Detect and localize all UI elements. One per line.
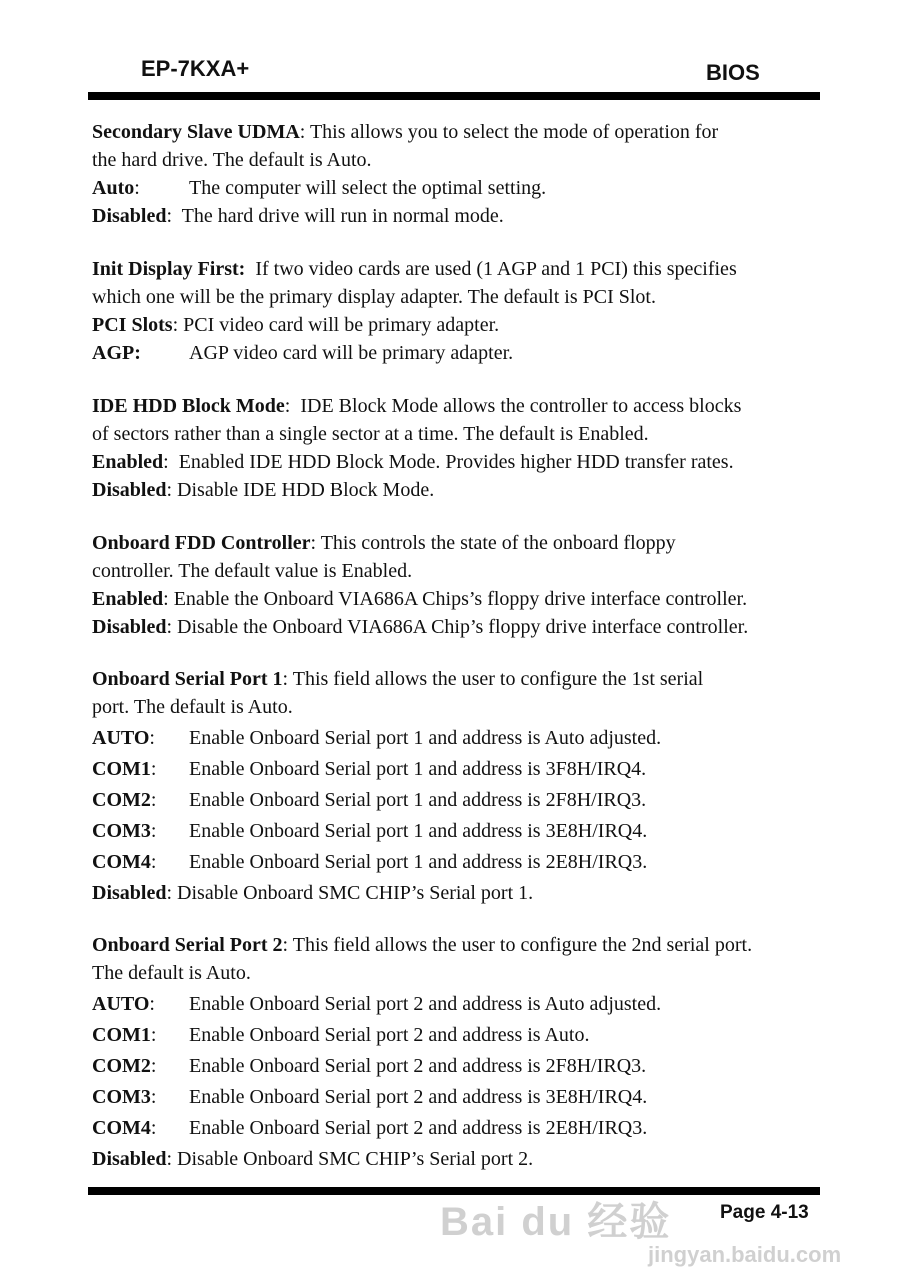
- option-term: [92, 205, 182, 227]
- option-term: [92, 850, 189, 874]
- term-separator: :: [150, 758, 157, 780]
- option-term: [92, 314, 183, 336]
- term-separator: :: [163, 451, 179, 473]
- description: the hard drive. The default is Auto.: [92, 149, 372, 171]
- term-separator: :: [163, 588, 174, 610]
- term-label: Init Display First:: [92, 258, 246, 280]
- text-line: [92, 726, 661, 750]
- description: Enable Onboard Serial port 2 and address is 2F8H/IRQ3.: [189, 1055, 647, 1077]
- term-label: Disabled: [92, 1148, 167, 1170]
- term-separator: :: [299, 121, 310, 143]
- term-separator: :: [166, 882, 178, 904]
- option-term: [92, 668, 293, 690]
- term-separator: :: [149, 727, 155, 749]
- term-label: COM3: [92, 820, 151, 842]
- term-label: COM4: [92, 1117, 151, 1139]
- option-term: [92, 992, 189, 1016]
- description: Disable Onboard SMC CHIP’s Serial port 2.: [177, 1148, 534, 1170]
- description: AGP video card will be primary adapter.: [189, 342, 514, 364]
- option-term: [92, 395, 300, 417]
- option-term: [92, 757, 189, 781]
- term-label: COM2: [92, 1055, 151, 1077]
- text-line: [92, 204, 504, 228]
- description: The computer will select the optimal setting.: [189, 177, 547, 199]
- text-line: [92, 881, 533, 905]
- text-line: [92, 478, 434, 502]
- text-line: [92, 992, 661, 1016]
- term-separator: :: [172, 314, 184, 336]
- description: This allows you to select the mode of operation for: [309, 121, 719, 143]
- term-separator: :: [166, 479, 178, 501]
- term-label: AGP:: [92, 342, 141, 364]
- term-separator: :: [310, 532, 321, 554]
- text-line: [92, 615, 748, 639]
- description: Disable Onboard SMC CHIP’s Serial port 1.: [177, 882, 534, 904]
- option-term: [92, 176, 189, 200]
- option-term: [92, 1023, 189, 1047]
- text-line: [92, 120, 718, 144]
- term-separator: :: [166, 1148, 178, 1170]
- watermark-url: jingyan.baidu.com: [648, 1242, 842, 1267]
- term-separator: :: [282, 668, 293, 690]
- term-label: Disabled: [92, 479, 167, 501]
- description: This field allows the user to configure the 1st serial: [292, 668, 704, 690]
- term-label: Onboard Serial Port 2: [92, 934, 283, 956]
- term-label: Enabled: [92, 588, 164, 610]
- description: Enable Onboard Serial port 1 and address is 3F8H/IRQ4.: [189, 758, 647, 780]
- header-rule: [88, 92, 820, 100]
- text-line: [92, 695, 293, 719]
- term-separator: :: [166, 616, 178, 638]
- term-label: Onboard Serial Port 1: [92, 668, 283, 690]
- term-label: Secondary Slave UDMA: [92, 121, 300, 143]
- term-label: Enabled: [92, 451, 164, 473]
- watermark-logo: Bai du 经验: [440, 1200, 672, 1244]
- term-separator: :: [134, 177, 140, 199]
- description: This controls the state of the onboard floppy: [320, 532, 676, 554]
- option-term: [92, 121, 310, 143]
- term-separator: :: [150, 1024, 157, 1046]
- option-term: [92, 479, 177, 501]
- option-term: [92, 341, 189, 365]
- description: which one will be the primary display adapter. The default is PCI Slot.: [92, 286, 656, 308]
- option-term: [92, 819, 189, 843]
- description: port. The default is Auto.: [92, 696, 293, 718]
- option-term: [92, 616, 177, 638]
- description: Enable Onboard Serial port 1 and address is 2F8H/IRQ3.: [189, 789, 647, 811]
- option-term: [92, 934, 293, 956]
- term-label: Auto: [92, 177, 135, 199]
- description: Enable Onboard Serial port 2 and address is Auto adjusted.: [189, 993, 662, 1015]
- option-term: [92, 882, 177, 904]
- term-label: COM2: [92, 789, 151, 811]
- page-number: Page 4-13: [720, 1202, 809, 1223]
- header-model: EP-7KXA+: [141, 56, 250, 81]
- description: Enable Onboard Serial port 2 and address is Auto.: [189, 1024, 590, 1046]
- footer-rule: [88, 1187, 820, 1195]
- term-label: Disabled: [92, 205, 167, 227]
- term-label: COM3: [92, 1086, 151, 1108]
- term-separator: :: [150, 789, 157, 811]
- description: Disable the Onboard VIA686A Chip’s floppy drive interface controller.: [177, 616, 749, 638]
- text-line: [92, 422, 649, 446]
- description: Enable Onboard Serial port 2 and address is 2E8H/IRQ3.: [189, 1117, 648, 1139]
- term-separator: :: [150, 820, 157, 842]
- text-line: [92, 341, 513, 365]
- text-line: [92, 176, 546, 200]
- description: PCI video card will be primary adapter.: [183, 314, 500, 336]
- header-section: BIOS: [706, 60, 760, 85]
- term-label: AUTO: [92, 993, 150, 1015]
- option-term: [92, 1148, 177, 1170]
- text-line: [92, 313, 499, 337]
- description: IDE Block Mode allows the controller to access blocks: [300, 395, 742, 417]
- description: Enable the Onboard VIA686A Chips’s floppy drive interface controller.: [173, 588, 748, 610]
- description: Enable Onboard Serial port 1 and address is 3E8H/IRQ4.: [189, 820, 648, 842]
- term-label: AUTO: [92, 727, 150, 749]
- option-term: [92, 588, 174, 610]
- text-line: [92, 788, 646, 812]
- description: Enable Onboard Serial port 2 and address is 3E8H/IRQ4.: [189, 1086, 648, 1108]
- text-line: [92, 850, 647, 874]
- description: The hard drive will run in normal mode.: [181, 205, 504, 227]
- description: Disable IDE HDD Block Mode.: [177, 479, 435, 501]
- term-separator: :: [150, 851, 157, 873]
- option-term: [92, 788, 189, 812]
- text-line: [92, 148, 372, 172]
- option-term: [92, 532, 321, 554]
- text-line: [92, 819, 647, 843]
- description: Enabled IDE HDD Block Mode. Provides higher HDD transfer rates.: [178, 451, 734, 473]
- option-term: [92, 1085, 189, 1109]
- description: Enable Onboard Serial port 1 and address is 2E8H/IRQ3.: [189, 851, 648, 873]
- text-line: [92, 257, 737, 281]
- term-label: Disabled: [92, 616, 167, 638]
- text-line: [92, 933, 752, 957]
- text-line: [92, 1054, 646, 1078]
- option-term: [92, 726, 189, 750]
- option-term: [92, 1054, 189, 1078]
- text-line: [92, 285, 656, 309]
- text-line: [92, 1085, 647, 1109]
- description: The default is Auto.: [92, 962, 251, 984]
- term-label: Disabled: [92, 882, 167, 904]
- text-line: [92, 531, 676, 555]
- description: This field allows the user to configure the 2nd serial port.: [292, 934, 753, 956]
- description: controller. The default value is Enabled.: [92, 560, 413, 582]
- option-term: [92, 451, 179, 473]
- term-label: IDE HDD Block Mode: [92, 395, 285, 417]
- term-separator: :: [149, 993, 155, 1015]
- option-term: [92, 258, 255, 280]
- text-line: [92, 667, 703, 691]
- text-line: [92, 1023, 589, 1047]
- text-line: [92, 1147, 533, 1171]
- text-line: [92, 559, 412, 583]
- term-label: COM1: [92, 1024, 151, 1046]
- term-separator: :: [150, 1055, 157, 1077]
- term-label: Onboard FDD Controller: [92, 532, 311, 554]
- option-term: [92, 1116, 189, 1140]
- text-line: [92, 757, 646, 781]
- term-label: COM4: [92, 851, 151, 873]
- term-separator: :: [150, 1086, 157, 1108]
- text-line: [92, 450, 734, 474]
- term-separator: :: [150, 1117, 157, 1139]
- term-separator: :: [166, 205, 182, 227]
- term-label: PCI Slots: [92, 314, 173, 336]
- term-separator: [245, 258, 255, 280]
- term-label: COM1: [92, 758, 151, 780]
- text-line: [92, 394, 741, 418]
- description: of sectors rather than a single sector at a time. The default is Enabled.: [92, 423, 649, 445]
- text-line: [92, 1116, 647, 1140]
- term-separator: :: [282, 934, 293, 956]
- description: If two video cards are used (1 AGP and 1 PCI) this specifies: [255, 258, 737, 280]
- text-line: [92, 587, 747, 611]
- text-line: [92, 961, 251, 985]
- description: Enable Onboard Serial port 1 and address is Auto adjusted.: [189, 727, 662, 749]
- term-separator: :: [284, 395, 301, 417]
